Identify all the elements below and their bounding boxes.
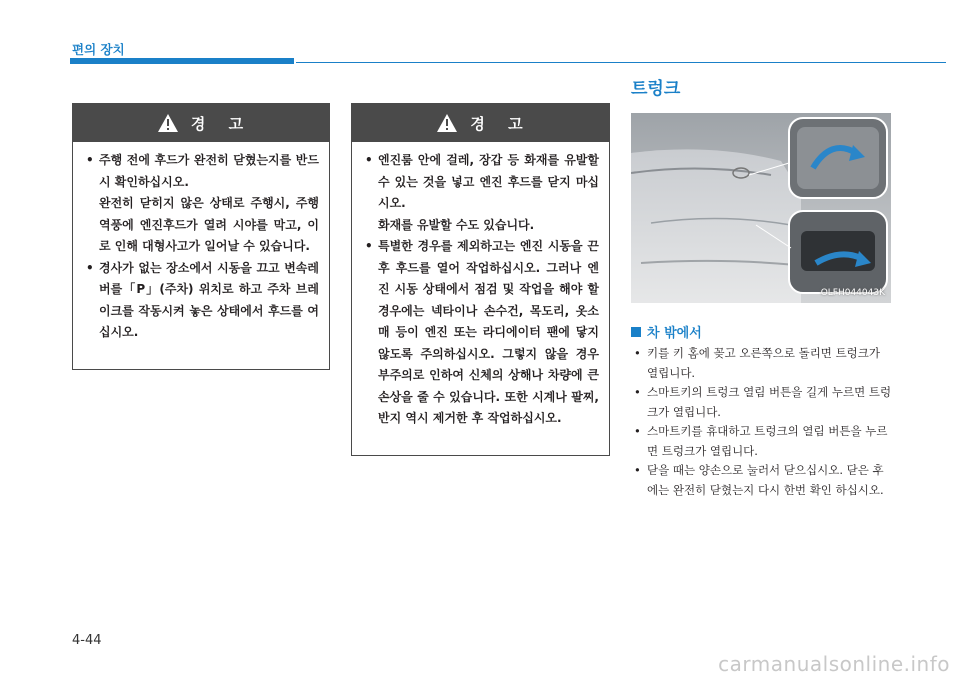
subheading-text: 차 밖에서 [647, 326, 702, 341]
list-item [83, 258, 319, 344]
subheading-outside [631, 322, 702, 341]
warning-text: • 경사가 없는 장소에서 시동을 끄고 변속레버를「P」(주차) 위치로 하고 주차 브레이크를 작동시켜 놓은 상태에서 후드를 여십시오. [99, 260, 319, 339]
warning-text: 완전히 닫히지 않은 상태로 주행시, 주행 역풍에 엔진후드가 열려 시야를 막고, 이로 인해 대형사고가 일어날 수 있습니다. [99, 196, 319, 253]
header-rule-thin [296, 62, 946, 63]
list-item [362, 236, 599, 430]
warning-box-engine-room [351, 103, 610, 456]
warning-triangle-icon [436, 113, 458, 133]
warning-title: 경 고 [190, 114, 246, 133]
list-item: • 스마트키의 트렁크 열림 버튼을 길게 누르면 트렁크가 열립니다. [631, 383, 893, 422]
list-item: • 키를 키 홈에 꽂고 오른쪽으로 돌리면 트렁크가 열립니다. [631, 344, 893, 383]
warning-box-hood [72, 103, 330, 370]
warning-title: 경 고 [470, 114, 525, 133]
warning-text: • 특별한 경우를 제외하고는 엔진 시동을 끈 후 후드를 열어 작업하십시오. 그러나 엔진 시동 상태에서 점검 및 작업을 해야 할 경우에는 넥타이나 손수건, 목도리, 옷소매 등이 엔진 또는 라디에이터 팬에 닿지 않도록 주의하십시오. 그렇지 않을 경우 부주의로 인하여 신체의 상해나 차량에 큰 손상을 줄 수 있습니다. 또한 시계나 팔찌, 반지 역시 제거한 후 작업하십시오. [378, 239, 599, 425]
list-item [83, 150, 319, 258]
car-rear-illustration [631, 113, 891, 303]
trunk-instructions [631, 344, 893, 500]
header-rule-thick [70, 58, 294, 64]
warning-header [352, 104, 609, 142]
list-item [362, 150, 599, 236]
list-item: • 스마트키를 휴대하고 트렁크의 열림 버튼을 누르면 트렁크가 열립니다. [631, 422, 893, 461]
square-bullet-icon [631, 327, 641, 337]
watermark: carmanualsonline.info [718, 652, 950, 676]
trunk-photo [631, 113, 891, 303]
image-code: OLFH044043K [820, 288, 885, 298]
list-item: • 닫을 때는 양손으로 눌러서 닫으십시오. 닫은 후에는 완전히 닫혔는지 다시 한번 확인 하십시오. [631, 461, 893, 500]
page-number: 4-44 [72, 633, 102, 648]
trunk-heading: 트렁크 [631, 79, 681, 99]
section-title: 편의 장치 [72, 42, 125, 57]
warning-triangle-icon [157, 113, 179, 133]
warning-text: 화재를 유발할 수도 있습니다. [378, 217, 535, 232]
warning-text: • 주행 전에 후드가 완전히 닫혔는지를 반드시 확인하십시오. [99, 153, 319, 189]
warning-header [73, 104, 329, 142]
warning-text: • 엔진룸 안에 걸레, 장갑 등 화재를 유발할 수 있는 것을 넣고 엔진 후드를 닫지 마십시오. [378, 153, 599, 210]
